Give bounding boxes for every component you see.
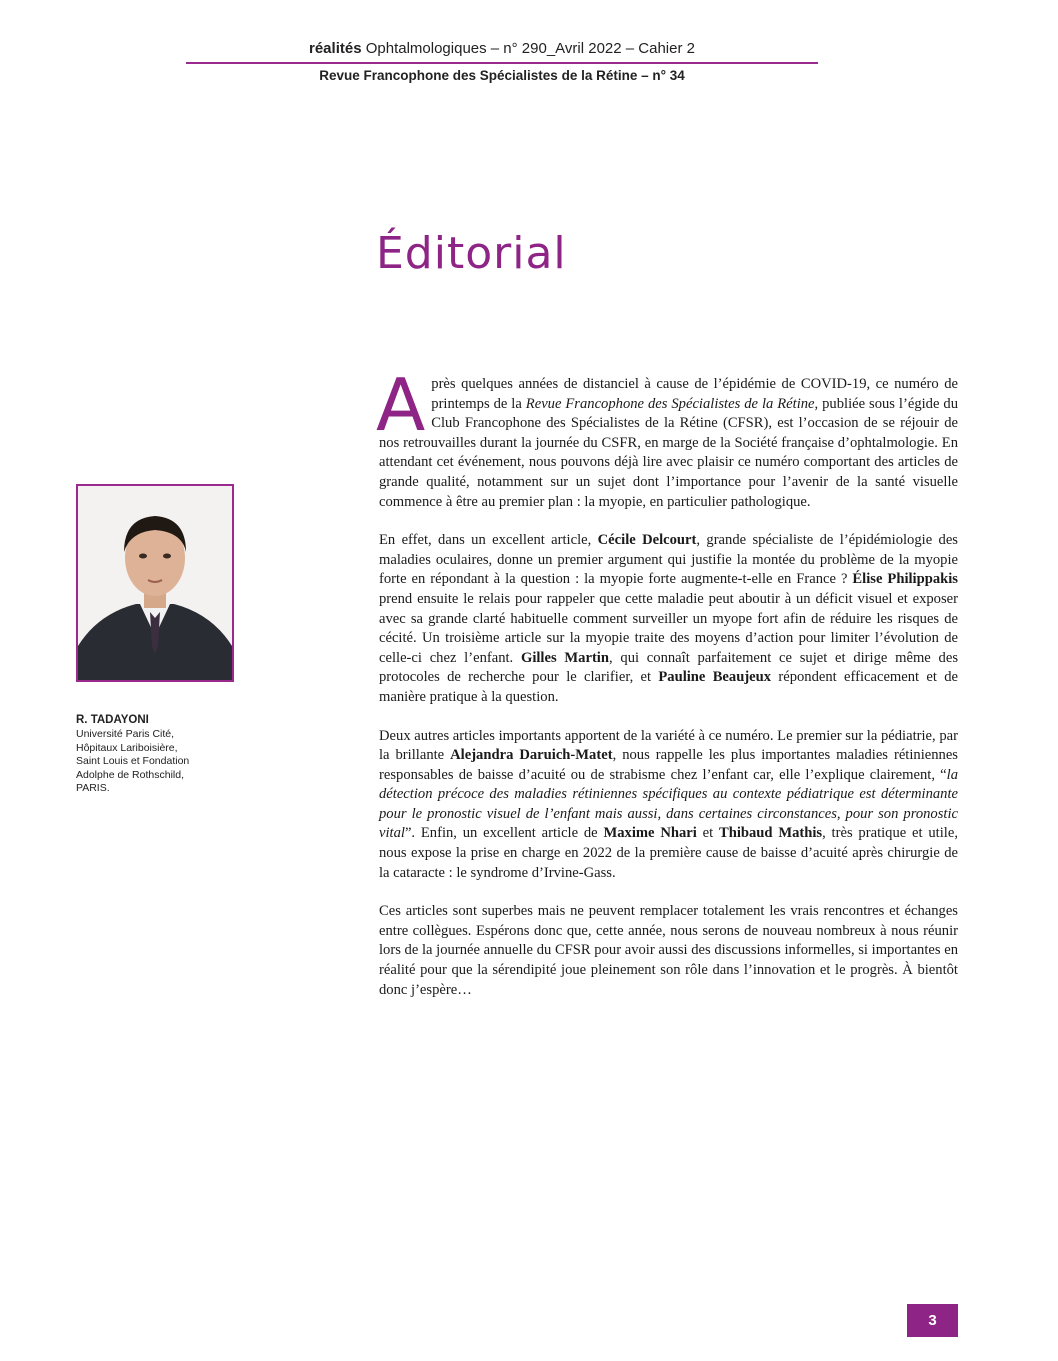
paragraph-1 [376, 363, 958, 512]
text-run: , grande spécialiste de l’épidémiologie des maladies oculaires, donne un premier argument qui justifie la montée du problème de la myopie forte en répondant à la question : la myopie forte augmente-t-elle en France ? [379, 532, 958, 588]
drop-cap: A [376, 363, 426, 447]
text-run: , qui connaît parfaitement ce sujet et dirige même des protocoles de recherche pour le clarifier, et [379, 649, 958, 686]
author-info [76, 714, 246, 795]
text-run: prend ensuite le relais pour rappeler que cette maladie peut aboutir à un déficit visuel et exposer avec sa grande clarté habituelle comment surveiller un myope fort afin de réduire les risques de cécité. Un troisième article sur la myopie traite des moyens d’action pour limiter l’évolution de celle-ci chez l’enfant. [379, 590, 958, 666]
text-run: répondent efficacement et de manière pratique à la question. [379, 669, 958, 705]
running-header [186, 40, 818, 57]
author-affiliation-line: Université Paris Cité, [76, 728, 175, 741]
quote-italic: la détection précoce des maladies rétiniennes spécifiques au contexte pédiatrique est déterminante pour le pronostic visuel de l’enfant mais aussi, dans certaines circonstances, pour son pronostic vital [379, 766, 958, 842]
text-run: ”. Enfin, un excellent article de [404, 825, 604, 842]
author-mention: Gilles Martin [520, 649, 609, 666]
paragraph-3 [379, 727, 958, 884]
text-run: près quelques années de distanciel à cause de l’épidémie de COVID-19, ce numéro de printemps de la [431, 376, 958, 412]
author-affiliation-line: PARIS. [76, 782, 110, 795]
paragraph-4: Ces articles sont superbes mais ne peuvent remplacer totalement les vrais rencontres et échanges entre collègues. Espérons donc que, cette année, nous serons de nouveau nombreux à nous réunir lors de la journée annuelle du CFSR pour avoir aussi des discussions informelles, si importantes en réalité pour que la sérendipité joue pleinement son rôle dans l’innovation et le progrès. À bientôt donc j’espère… [379, 903, 958, 998]
author-affiliation-line: Adolphe de Rothschild, [76, 768, 184, 781]
journal-subtitle: Revue Francophone des Spécialistes de la Rétine – n° 34 [319, 68, 685, 83]
text-run: , nous rappelle les plus importantes maladies rétiniennes responsables de baisse d’acuité ou de strabisme chez l’enfant car, elle l’explique clairement, “ [379, 747, 958, 783]
author-photo [76, 484, 234, 682]
editorial-body [376, 363, 958, 1019]
text-run: Deux autres articles importants apportent de la variété à ce numéro. Le premier sur la pédiatrie, par la brillante [379, 727, 958, 764]
text-run: En effet, dans un excellent article, [379, 532, 598, 549]
text-run: , très pratique et utile, nous expose la prise en charge en 2022 de la première cause de baisse d’acuité après chirurgie de la cataracte : le syndrome d’Irvine-Gass. [379, 825, 958, 881]
page-number: 3 [907, 1304, 958, 1337]
author-affiliation-line: Saint Louis et Fondation [76, 755, 190, 768]
author-portrait-image [78, 486, 232, 680]
text-run: et [696, 825, 719, 842]
author-mention: Thibaud Mathis [718, 825, 823, 842]
author-mention: Alejandra Daruich-Matet [450, 747, 613, 764]
author-affiliation-line: Hôpitaux Lariboisière, [76, 741, 178, 754]
text-run: , publiée sous l’égide du Club Francophone des Spécialistes de la Rétine (CFSR), est l’occasion de se réjouir de nos retrouvailles durant la journée du CSFR, en marge de la Société française d’ophtalmologie. En attendant cet événement, nous pouvons déjà lire avec plaisir ce numéro comportant des articles de grande qualité, notamment sur un sujet dont l’importance pour l’avenir de la santé visuelle commence à être au premier plan : la myopie, en particulier pathologique. [379, 395, 958, 510]
author-mention: Pauline Beaujeux [658, 669, 772, 686]
issue-info: Ophtalmologiques – n° 290_Avril 2022 – Cahier 2 [361, 40, 695, 57]
page-title: Éditorial [376, 228, 567, 279]
paragraph-2 [379, 531, 958, 707]
author-name: R. TADAYONI [76, 714, 149, 726]
author-mention: Maxime Nhari [603, 825, 697, 842]
journal-name-italic: Revue Francophone des Spécialistes de la Rétine [525, 395, 815, 412]
header-divider [186, 62, 818, 64]
author-mention: Élise Philippakis [852, 571, 958, 588]
journal-brand: réalités [309, 40, 362, 57]
author-mention: Cécile Delcourt [597, 532, 697, 549]
